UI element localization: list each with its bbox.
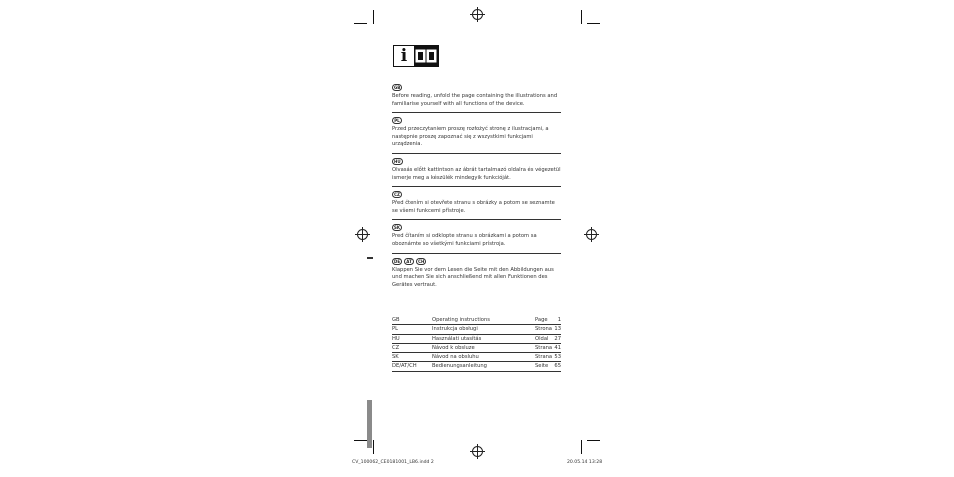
language-block — [392, 258, 561, 294]
crop-mark-top-right-v — [581, 10, 582, 24]
toc-page-label: Strona — [535, 326, 552, 333]
toc-title: Návod k obsluze — [432, 344, 475, 351]
crop-mark-bottom-right-h — [587, 440, 600, 441]
toc-page-number: 13 — [554, 326, 561, 333]
language-badges — [392, 258, 561, 266]
toc-language-code: DE/AT/CH — [392, 363, 417, 370]
toc-title: Návod na obsluhu — [432, 354, 479, 361]
footer-timestamp: 20.05.14 13:28 — [567, 460, 603, 465]
instruction-text: Before reading, unfold the page containing the illustrations and familiarise yourself with all functions of the device. — [392, 93, 558, 107]
toc-language-code: HU — [392, 335, 400, 342]
crop-mark-bottom-left-v — [373, 440, 374, 454]
toc-row — [392, 353, 561, 362]
instruction-text: Przed przeczytaniem proszę rozłożyć stronę z ilustracjami, a następnie proszę zapoznać się z wszystkimi funkcjami urządzenia. — [392, 126, 549, 148]
language-badges — [392, 84, 561, 92]
language-block — [392, 158, 561, 187]
toc-page-label: Page — [535, 317, 548, 323]
info-i-glyph: i — [394, 46, 414, 66]
table-of-contents — [392, 316, 561, 372]
toc-title: Instrukcja obsługi — [432, 326, 478, 333]
toc-language-code: SK — [392, 354, 399, 361]
country-badge: GB — [394, 85, 401, 90]
language-badges — [392, 191, 561, 199]
toc-page-number: 1 — [557, 317, 561, 323]
toc-page-number: 27 — [554, 335, 561, 342]
country-badge: CZ — [392, 191, 402, 198]
country-badge: AT — [404, 258, 414, 265]
country-badge: CH — [418, 258, 425, 264]
book-icon — [414, 46, 438, 66]
language-instructions — [392, 84, 561, 297]
toc-language-code: GB — [392, 317, 400, 323]
country-badge: HU — [394, 158, 401, 164]
language-block — [392, 224, 561, 253]
toc-row — [392, 316, 561, 325]
info-icon — [393, 45, 439, 67]
toc-language-code: PL — [392, 326, 399, 333]
toc-language-code: CZ — [392, 344, 400, 351]
language-badges — [392, 224, 561, 232]
registration-mark-top — [472, 9, 483, 20]
toc-page-number: 41 — [554, 344, 561, 351]
crop-mark-top-left-v — [373, 10, 374, 24]
language-block — [392, 84, 561, 113]
side-dash-mark — [367, 257, 373, 259]
language-badges — [392, 117, 561, 125]
toc-page-label: Oldal — [535, 335, 549, 342]
country-badge: PL — [392, 117, 402, 124]
country-badge: DE — [394, 258, 401, 264]
toc-row — [392, 344, 561, 353]
toc-page-label: Strana — [535, 344, 553, 351]
toc-row — [392, 325, 561, 334]
instruction-text: Pred čítaním si odklopte stranu s obrázkami a potom sa oboznámte so všetkými funkciami prístroja. — [392, 233, 537, 247]
registration-mark-bottom — [472, 446, 483, 457]
language-block — [392, 117, 561, 154]
toc-title: Használati utasítás — [432, 335, 482, 342]
gray-tab-bar — [367, 400, 372, 448]
registration-mark-left — [357, 229, 368, 240]
crop-mark-top-left-h — [354, 23, 367, 24]
toc-page-number: 53 — [554, 354, 561, 361]
crop-mark-bottom-right-v — [581, 440, 582, 454]
registration-mark-right — [586, 229, 597, 240]
language-block — [392, 191, 561, 220]
toc-row — [392, 335, 561, 344]
footer-file-info: CV_100062_CE0181001_LB6.indd 2 — [352, 460, 434, 465]
instruction-text: Klappen Sie vor dem Lesen die Seite mit den Abbildungen aus und machen Sie sich anschließend mit allen Funktionen des Gerätes vertraut. — [392, 266, 554, 288]
instruction-text: Olvasás előtt kattintson az ábrát tartalmazó oldalra és végezetül ismerje meg a készülék mindegyik funkcióját. — [392, 166, 561, 181]
toc-page-number: 65 — [554, 363, 561, 370]
toc-row — [392, 362, 561, 371]
crop-mark-bottom-left-h — [354, 440, 367, 441]
toc-title: Operating instructions — [432, 317, 490, 323]
language-badges — [392, 158, 561, 166]
toc-page-label: Strana — [535, 354, 553, 361]
toc-page-label: Seite — [535, 363, 549, 370]
country-badge: SK — [392, 224, 402, 231]
toc-title: Bedienungsanleitung — [432, 363, 487, 370]
crop-mark-top-right-h — [587, 23, 600, 24]
instruction-text: Před čtením si otevřete stranu s obrázky a potom se seznamte se všemi funkcemi přístroje. — [392, 200, 555, 214]
